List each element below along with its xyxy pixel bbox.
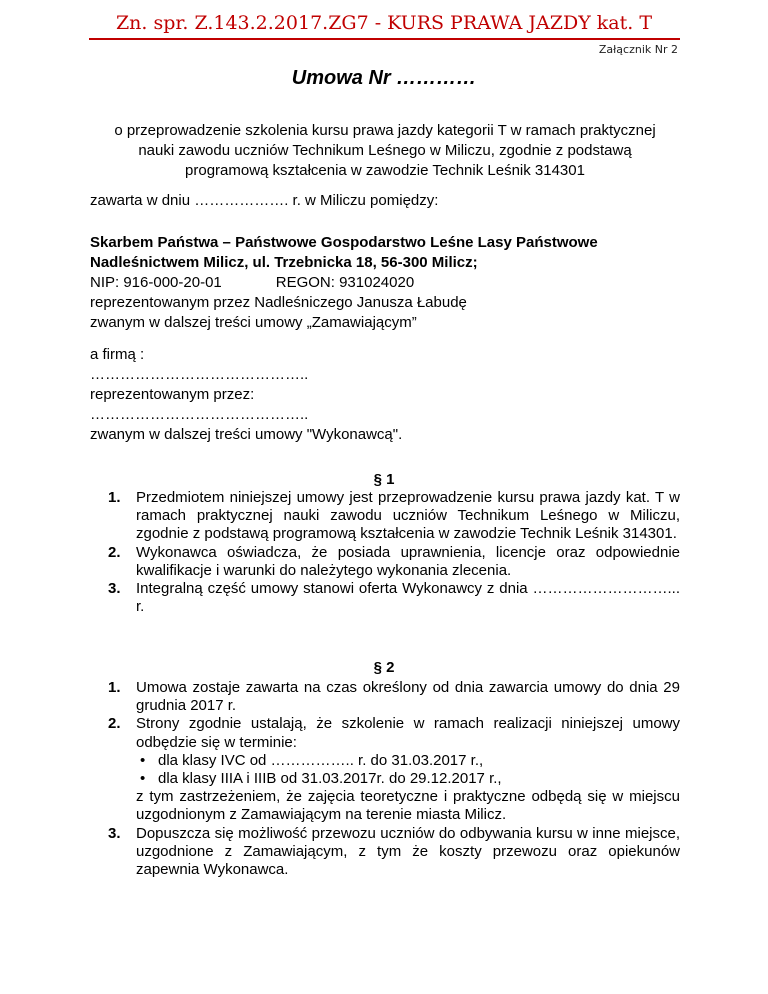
party-one-name-2: Nadleśnictwem Milicz, ul. Trzebnicka 18, 56-300 Milicz; (90, 254, 478, 271)
section-1-item-2 (108, 544, 680, 580)
subject-line-2: nauki zawodu uczniów Technikum Leśnego w Miliczu, zgodnie z podstawą (138, 142, 632, 159)
bullet-icon: • (140, 770, 146, 788)
contract-title: Umowa Nr ………… (291, 67, 477, 89)
party-two (90, 345, 680, 445)
section-1-item-1 (108, 489, 680, 544)
party-two-called: zwanym w dalszej treści umowy "Wykonawcą". (90, 426, 403, 443)
section-2-heading: § 2 (373, 659, 395, 676)
item-number: 3. (108, 580, 121, 598)
date-bullets (136, 752, 680, 788)
bullet-item (136, 770, 680, 788)
contract-subject (90, 121, 680, 181)
item-text: Integralną część umowy stanowi oferta Wykonawcy z dnia ………………………... r. (136, 580, 680, 616)
bullet-item (136, 752, 680, 770)
annex-label: Załącznik Nr 2 (598, 43, 678, 56)
section-2-item-1 (108, 679, 680, 715)
party-two-dots-1: …………………………………….. (90, 366, 309, 383)
item-text: Strony zgodnie ustalają, że szkolenie w ramach realizacji niniejszej umowy odbędzie się w terminie: (136, 715, 680, 751)
item-number: 2. (108, 715, 121, 733)
party-one-name-1: Skarbem Państwa – Państwowe Gospodarstwo Leśne Lasy Państwowe (90, 234, 598, 251)
section-2-item-3 (108, 825, 680, 880)
party-one-regon: REGON: 931024020 (275, 274, 415, 291)
bullet-text: dla klasy IIIA i IIIB od 31.03.2017r. do 29.12.2017 r., (158, 770, 502, 788)
item-number: 3. (108, 824, 121, 842)
section-2-list (108, 679, 680, 879)
section-2-item-2 (108, 715, 680, 824)
item-number: 1. (108, 679, 121, 696)
party-two-dots-2: …………………………………….. (90, 406, 309, 423)
bullet-text: dla klasy IVC od …………….. r. do 31.03.2017 r., (158, 751, 484, 769)
party-one-called: zwanym w dalszej treści umowy „Zamawiającym” (90, 314, 417, 331)
item-number: 2. (108, 543, 121, 561)
party-one-rep: reprezentowanym przez Nadleśniczego Janusza Łabudę (90, 294, 467, 311)
document-header: Zn. spr. Z.143.2.2017.ZG7 - KURS PRAWA JAZDY kat. T (115, 12, 653, 34)
item-text: Dopuszcza się możliwość przewozu uczniów do odbywania kursu w inne miejsce, uzgodnione z Zamawiającym, z tym że koszty przewozu oraz opiekunów zapewnia Wykonawca. (136, 824, 680, 879)
item-tail-text: z tym zastrzeżeniem, że zajęcia teoretyczne i praktyczne odbędą się w miejscu uzgodnionym z Zamawiającym na terenie miasta Milicz. (136, 788, 680, 824)
section-1-heading: § 1 (373, 471, 395, 488)
header-rule (89, 38, 680, 40)
party-one-ids (90, 273, 680, 293)
subject-line-1: o przeprowadzenie szkolenia kursu prawa jazdy kategorii T w ramach praktycznej (114, 122, 656, 139)
subject-line-3: programową kształcenia w zawodzie Technik Leśnik 314301 (185, 162, 585, 179)
item-number: 1. (108, 489, 121, 506)
section-1-list (108, 489, 680, 616)
party-two-rep: reprezentowanym przez: (90, 386, 255, 403)
party-one-nip: NIP: 916-000-20-01 (90, 274, 222, 291)
bullet-icon: • (140, 751, 146, 769)
party-one (90, 233, 680, 333)
section-1-item-3 (108, 580, 680, 616)
item-text: Wykonawca oświadcza, że posiada uprawnienia, licencje oraz odpowiednie kwalifikacje i warunki do należytego wykonania zlecenia. (136, 543, 680, 579)
concluded-line: zawarta w dniu ………………. r. w Miliczu pomiędzy: (90, 192, 439, 209)
item-text: Przedmiotem niniejszej umowy jest przeprowadzenie kursu prawa jazdy kat. T w ramach praktycznej nauki zawodu uczniów Technikum Leśnego w Miliczu, zgodnie z podstawą programową kształcenia w zawodzie Technik Leśnik 314301. (136, 489, 680, 543)
party-two-firm: a firmą : (90, 346, 145, 363)
item-text: Umowa zostaje zawarta na czas określony od dnia zawarcia umowy do dnia 29 grudnia 2017 r. (136, 679, 680, 715)
